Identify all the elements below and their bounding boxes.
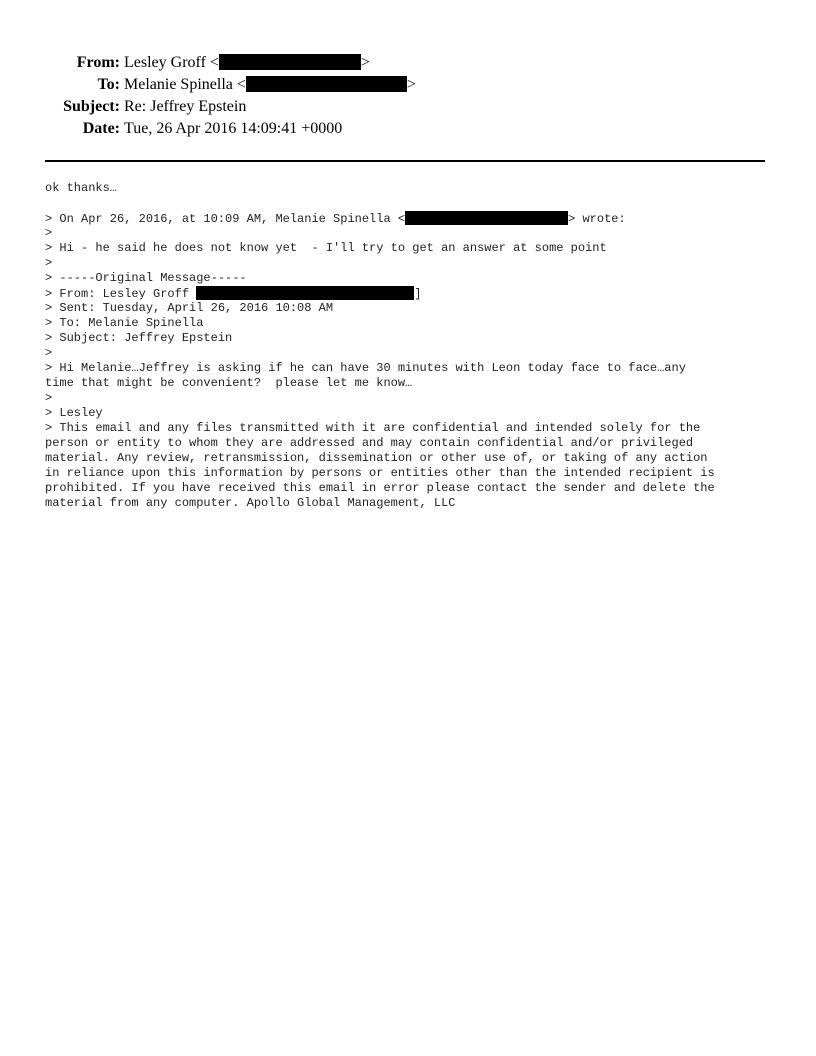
body-line: ok thanks… — [45, 181, 118, 195]
subject-value: Re: Jeffrey Epstein — [124, 98, 247, 115]
disclaimer-line: material. Any review, retransmission, dissemination or other use of, or taking of any action — [45, 451, 708, 465]
from-name: Lesley Groff < — [124, 54, 219, 71]
body-line: > To: Melanie Spinella — [45, 316, 204, 330]
body-line: > Sent: Tuesday, April 26, 2016 10:08 AM — [45, 301, 334, 315]
disclaimer-line: material from any computer. Apollo Global Management, LLC — [45, 496, 456, 510]
original-from-suffix: ] — [414, 287, 422, 301]
body-line: > -----Original Message----- — [45, 271, 247, 285]
redaction-bar — [246, 76, 407, 92]
disclaimer-line: > This email and any files transmitted with it are confidential and intended solely for the — [45, 421, 701, 435]
from-row — [0, 52, 816, 74]
from-value — [124, 52, 370, 74]
to-label: To: — [97, 76, 120, 93]
body-line: time that might be convenient? please let me know… — [45, 376, 413, 390]
to-close: > — [406, 76, 416, 93]
body-line: > Subject: Jeffrey Epstein — [45, 331, 233, 345]
disclaimer-line: person or entity to whom they are addressed and may contain confidential and/or privileged — [45, 436, 694, 450]
redaction-bar — [219, 54, 361, 70]
to-name: Melanie Spinella < — [124, 76, 246, 93]
body-line — [45, 196, 785, 211]
original-from-text: > From: Lesley Groff — [45, 287, 197, 301]
quoted-header-text: > On Apr 26, 2016, at 10:09 AM, Melanie Spinella < — [45, 212, 406, 226]
disclaimer-line: in reliance upon this information by persons or entities other than the intended recipient is — [45, 466, 715, 480]
body-line: > Lesley — [45, 406, 103, 420]
redaction-bar — [196, 286, 414, 300]
from-close: > — [360, 54, 370, 71]
body-line: > — [45, 346, 53, 360]
to-row — [0, 74, 816, 96]
redaction-bar — [405, 211, 568, 225]
body-line: > Hi Melanie…Jeffrey is asking if he can have 30 minutes with Leon today face to face…any — [45, 361, 686, 375]
message-body — [45, 181, 785, 511]
date-row — [0, 118, 816, 140]
header-divider — [45, 160, 765, 162]
date-label: Date: — [82, 120, 120, 137]
original-from-line — [45, 286, 785, 301]
from-label: From: — [76, 54, 120, 71]
body-line: > Hi - he said he does not know yet - I'll try to get an answer at some point — [45, 241, 607, 255]
body-line: > — [45, 391, 53, 405]
body-line: > — [45, 226, 53, 240]
subject-label: Subject: — [63, 98, 120, 115]
to-value — [124, 74, 416, 96]
disclaimer-line: prohibited. If you have received this email in error please contact the sender and delete the — [45, 481, 715, 495]
quoted-header-line — [45, 211, 785, 226]
date-value: Tue, 26 Apr 2016 14:09:41 +0000 — [124, 120, 343, 137]
body-line: > — [45, 256, 53, 270]
quoted-header-suffix: > wrote: — [568, 212, 626, 226]
subject-row — [0, 96, 816, 118]
